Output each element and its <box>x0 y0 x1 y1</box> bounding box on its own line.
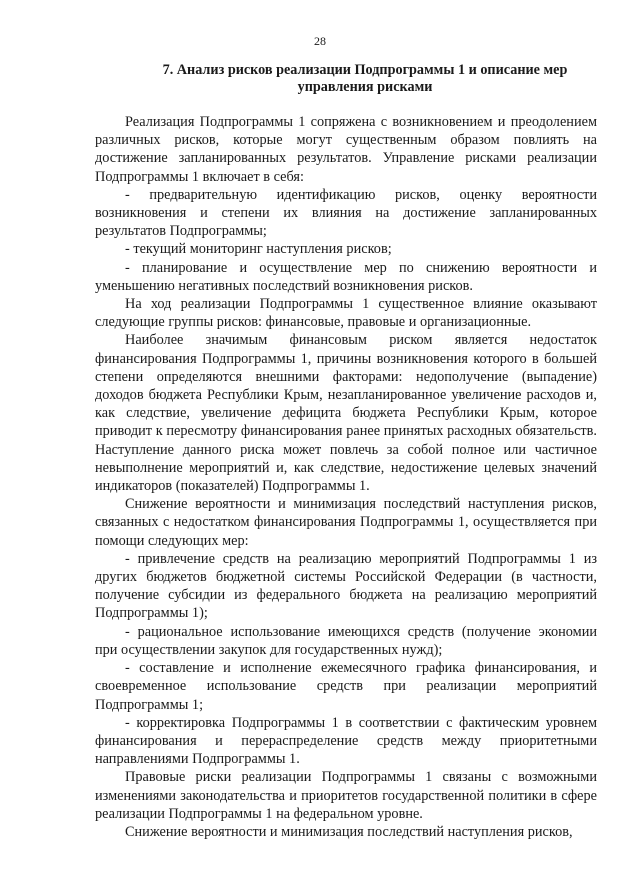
section-heading-line-2: управления рисками <box>297 79 433 95</box>
page-number: 28 <box>314 34 326 48</box>
paragraph-mitigation-intro: Снижение вероятности и минимизация последствий наступления рисков, связанных с недостатком финансирования Подпрограммы 1, осуществляется при помощи следующих мер: <box>95 496 597 549</box>
paragraph-continuation: Снижение вероятности и минимизация последствий наступления рисков, <box>125 823 573 840</box>
paragraph-risk-groups: На ход реализации Подпрограммы 1 существенное влияние оказывают следующие группы рисков: финансовые, правовые и организационные. <box>95 296 597 331</box>
paragraph-legal-risks: Правовые риски реализации Подпрограммы 1 связаны с возможными изменениями законодательства и приоритетов государственной политики в сфере реализации Подпрограммы 1 на федеральном уровне. <box>95 769 597 822</box>
list-item-attracting-funds: - привлечение средств на реализацию мероприятий Подпрограммы 1 из других бюджетов бюджетной системы Российской Федерации (в частности, получение субсидии из федерального бюджета на реализацию мероприятий Подпрограммы 1); <box>95 550 597 622</box>
document-body <box>95 113 597 841</box>
list-item-planning: - планирование и осуществление мер по снижению вероятности и уменьшению негативных последствий возникновения рисков. <box>95 259 597 294</box>
list-item-adjustment: - корректировка Подпрограммы 1 в соответствии с фактическим уровнем финансирования и перераспределение средств между приоритетными направлениями Подпрограммы 1. <box>95 714 597 768</box>
list-item-identification: - предварительную идентификацию рисков, оценку вероятности возникновения и степени их влияния на достижение запланированных результатов Подпрограммы; <box>95 186 597 240</box>
paragraph-financial-risk: Наиболее значимым финансовым риском является недостаток финансирования Подпрограммы 1, причины возникновения которого в большей степени определяются внешними факторами: недополучение (выпадение) доходов бюджета Республики Крым, незапланированное увеличение расходов и, как следствие, увеличение дефицита бюджета Республики Крым, которое приводит к пересмотру финансирования ранее принятых расходных обязательств. Наступление данного риска может повлечь за собой полное или частичное невыполнение мероприятий и, как следствие, недостижение целевых значений индикаторов (показателей) Подпрограммы 1. <box>95 332 597 495</box>
paragraph-intro: Реализация Подпрограммы 1 сопряжена с возникновением и преодолением различных рисков, которые могут существенным образом повлиять на достижение запланированных результатов. Управление рисками реализации Подпрограммы 1 включает в себя: <box>95 114 597 185</box>
list-item-monitoring: - текущий мониторинг наступления рисков; <box>125 241 392 258</box>
section-heading-line-1: 7. Анализ рисков реализации Подпрограммы 1 и описание мер <box>162 62 568 78</box>
section-heading <box>140 62 590 96</box>
list-item-schedule: - составление и исполнение ежемесячного графика финансирования, и своевременное использование средств при реализации мероприятий Подпрограммы 1; <box>95 660 597 713</box>
list-item-rational-use: - рациональное использование имеющихся средств (получение экономии при осуществлении закупок для государственных нужд); <box>95 623 597 658</box>
